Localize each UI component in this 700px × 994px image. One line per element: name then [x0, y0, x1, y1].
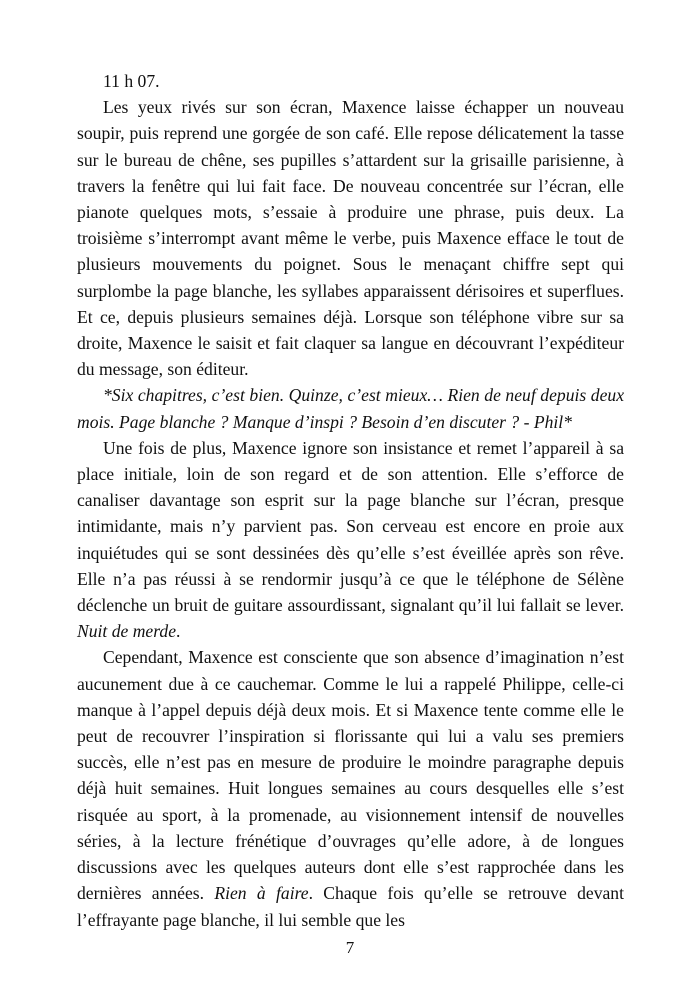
paragraph-4: [77, 644, 624, 932]
phone-message: *Six chapitres, c’est bien. Quinze, c’est mieux… Rien de neuf depuis deux mois. Page blanche ? Manque d’inspi ? Besoin d’en discuter ? - Phil*: [77, 385, 624, 432]
page-body: [77, 68, 624, 933]
page-number: 7: [345, 938, 355, 957]
paragraph-3: [77, 435, 624, 645]
timestamp: 11 h 07.: [103, 71, 160, 91]
paragraph-4-italic: Rien à faire: [214, 883, 309, 904]
paragraph-1: Les yeux rivés sur son écran, Maxence laisse échapper un nouveau soupir, puis reprend une gorgée de son café. Elle repose délicatement la tasse sur le bureau de chêne, ses pupilles s’attardent sur la grisaille parisienne, à travers la fenêtre qui lui fait face. De nouveau concentrée sur l’écran, elle pianote quelques mots, s’essaie à produire une phrase, puis deux. La troisième s’interrompt avant même le verbe, puis Maxence efface le tout de plusieurs mouvements du poignet. Sous le menaçant chiffre sept qui surplombe la page blanche, les syllabes apparaissent dérisoires et superflues. Et ce, depuis plusieurs semaines déjà. Lorsque son téléphone vibre sur sa droite, Maxence le saisit et fait claquer sa langue en découvrant l’expéditeur du message, son éditeur.: [77, 97, 624, 380]
paragraph-4-end: . Chaque fois qu’elle se retrouve devant l’effrayante page blanche, il lui semble que les: [77, 883, 624, 930]
paragraph-3-text: Une fois de plus, Maxence ignore son insistance et remet l’appareil à sa place initiale, loin de son regard et de son attention. Elle s’efforce de canaliser davantage son esprit sur la page blanche sur l’écran, presque intimidante, mais n’y parvient pas. Son cerveau est encore en proie aux inquiétudes qui se sont dessinées dès qu’elle s’est éveillée après son rêve. Elle n’a pas réussi à se rendormir jusqu’à ce que le téléphone de Sélène déclenche un bruit de guitare assourdissant, signalant qu’il lui fallait se lever.: [77, 437, 624, 616]
paragraph-4-text: Cependant, Maxence est consciente que son absence d’imagination n’est aucunement due à ce cauchemar. Comme le lui a rappelé Philippe, celle-ci manque à l’appel depuis déjà deux mois. Et si Maxence tente comme elle le peut de recouvrer l’inspiration si florissante qui lui a valu ses premiers succès, elle n’est pas en mesure de produire le moindre paragraphe depuis déjà huit semaines. Huit longues semaines au cours desquelles elle s’est risquée au sport, à la promenade, au visionnement intensif de nouvelles séries, à la lecture frénétique d’ouvrages qu’elle adore, à de longues discussions avec les quelques auteurs dont elle s’est rapprochée dans les dernières années.: [77, 647, 624, 904]
paragraph-3-end: .: [176, 621, 181, 642]
paragraph-3-italic: Nuit de merde: [77, 621, 177, 642]
